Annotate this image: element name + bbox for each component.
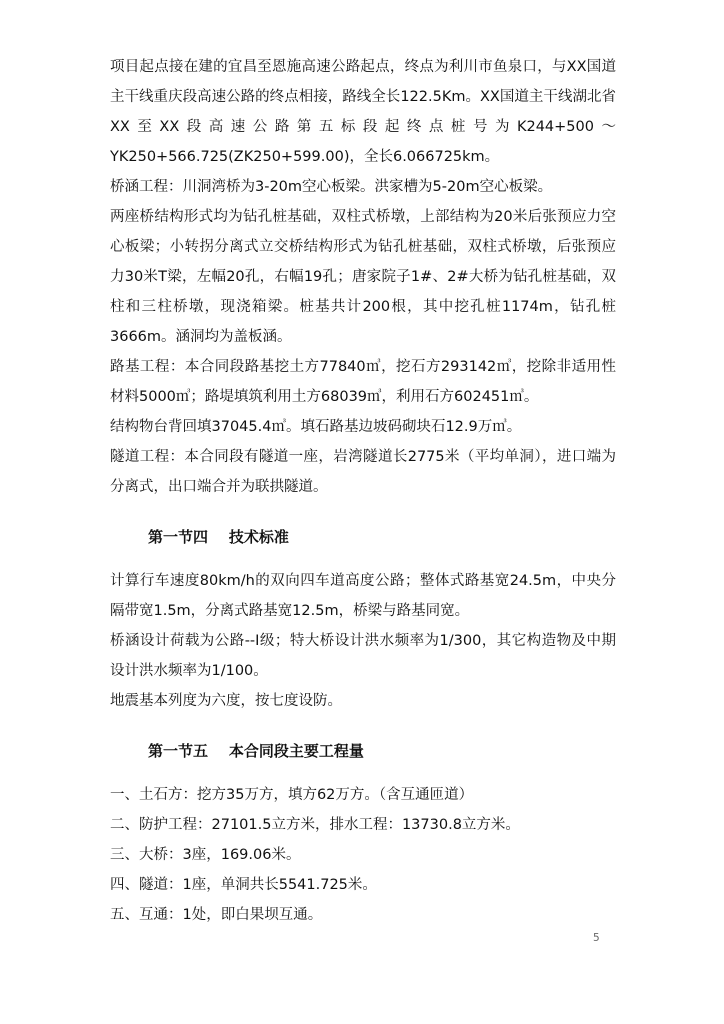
section-5-heading: 第一节五 本合同段主要工程量: [148, 742, 364, 760]
document-page: [110, 52, 616, 930]
seismic-paragraph: 地震基本列度为六度，按七度设防。: [110, 693, 342, 709]
quantity-item-interchange: 五、互通：1处，即白果坝互通。: [110, 907, 323, 923]
tunnel-works-paragraph: 隧道工程：本合同段有隧道一座，岩湾隧道长2775米（平均单洞），进口端为分离式，出口端合并为联拱隧道。: [110, 449, 616, 495]
bridge-structure-paragraph: 两座桥结构形式均为钻孔桩基础，双柱式桥墩，上部结构为20米后张预应力空心板梁；小转拐分离式立交桥结构形式为钻孔桩基础，双柱式桥墩，后张预应力30米T梁，左幅20孔，右幅19孔；唐家院子1#、2#大桥为钻孔桩基础，双柱和三柱桥墩，现浇箱梁。桩基共计200根，其中挖孔桩1174m，钻孔桩3666m。涵洞均为盖板涵。: [110, 209, 616, 345]
quantity-item-bridges: 三、大桥：3座，169.06米。: [110, 847, 301, 863]
quantity-item-tunnel: 四、隧道：1座，单洞共长5541.725米。: [110, 877, 377, 893]
design-load-paragraph: 桥涵设计荷载为公路--I级；特大桥设计洪水频率为1/300，其它构造物及中期设计洪水频率为1/100。: [110, 633, 616, 679]
quantity-item-protection: 二、防护工程：27101.5立方米，排水工程：13730.8立方米。: [110, 817, 520, 833]
page-number: 5: [593, 932, 600, 944]
roadbed-works-paragraph: 路基工程：本合同段路基挖土方77840㎥，挖石方293142㎥，挖除非适用性材料5000㎥；路堤填筑利用土方68039㎥，利用石方602451㎥。: [110, 359, 616, 405]
project-overview-paragraph: 项目起点接在建的宜昌至恩施高速公路起点，终点为利川市鱼泉口，与XX国道主干线重庆段高速公路的终点相接，路线全长122.5Km。XX国道主干线湖北省XX至XX段高速公路第五标段起终点桩号为K244+500～YK250+566.725(ZK250+599.00)，全长6.066725km。: [110, 59, 616, 165]
quantity-item-earthwork: 一、土石方：挖方35万方，填方62万方。（含互通匝道）: [110, 787, 474, 803]
design-speed-paragraph: 计算行车速度80km/h的双向四车道高度公路；整体式路基宽24.5m，中央分隔带宽1.5m，分离式路基宽12.5m，桥梁与路基同宽。: [110, 573, 616, 619]
bridge-works-paragraph: 桥涵工程：川洞湾桥为3-20m空心板梁。洪家槽为5-20m空心板梁。: [110, 179, 553, 195]
backfill-paragraph: 结构物台背回填37045.4㎥。填石路基边坡码砌块石12.9万㎥。: [110, 419, 522, 435]
section-4-heading: 第一节四 技术标准: [148, 528, 289, 546]
